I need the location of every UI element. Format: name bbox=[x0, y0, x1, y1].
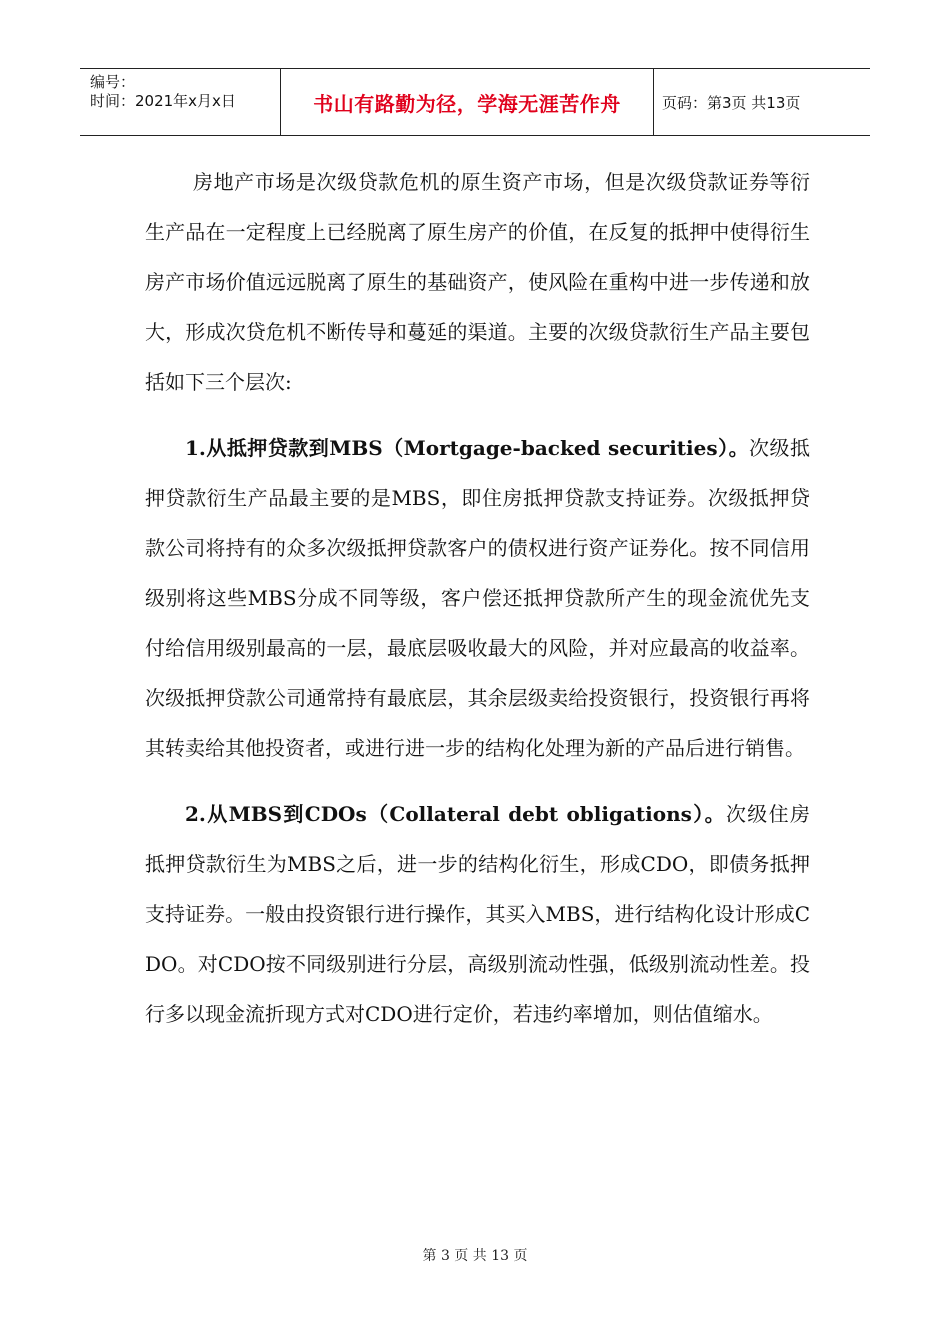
motto-text: 书山有路勤为径，学海无涯苦作舟 bbox=[313, 91, 621, 116]
paragraph-cdo bbox=[145, 789, 810, 1039]
paragraph-mbs bbox=[145, 423, 810, 773]
date-label: 时间：2021年x月x日 bbox=[90, 92, 236, 110]
number-label: 编号： bbox=[90, 73, 136, 91]
page-footer bbox=[0, 1245, 950, 1265]
paragraph-mbs-lead: 1.从抵押贷款到MBS（Mortgage-backed securities）。 bbox=[185, 436, 750, 460]
footer-page-number: 第 3 页 共 13 页 bbox=[422, 1248, 528, 1264]
paragraph-cdo-body: 次级住房抵押贷款衍生为MBS之后，进一步的结构化衍生，形成CDO，即债务抵押支持证券。一般由投资银行进行操作，其买入MBS，进行结构化设计形成CDO。对CDO按不同级别进行分层，高级别流动性强，低级别流动性差。投行多以现金流折现方式对CDO进行定价，若违约率增加，则估值缩水。 bbox=[145, 802, 811, 1026]
page-code-text: 页码：第3页 共13页 bbox=[662, 93, 801, 112]
header-meta bbox=[80, 69, 280, 135]
document-body bbox=[145, 157, 810, 1039]
paragraph-intro: 房地产市场是次级贷款危机的原生资产市场，但是次级贷款证券等衍生产品在一定程度上已经脱离了原生房产的价值，在反复的抵押中使得衍生房产市场价值远远脱离了原生的基础资产，使风险在重构中进一步传递和放大，形成次贷危机不断传导和蔓延的渠道。主要的次级贷款衍生产品主要包括如下三个层次: bbox=[145, 170, 810, 394]
page-header bbox=[80, 68, 870, 136]
paragraph-cdo-lead: 2.从MBS到CDOs（Collateral debt obligations）。 bbox=[185, 802, 726, 826]
paragraph-mbs-body: 次级抵押贷款衍生产品最主要的是MBS，即住房抵押贷款支持证券。次级抵押贷款公司将持有的众多次级抵押贷款客户的债权进行资产证券化。按不同信用级别将这些MBS分成不同等级，客户偿还抵押贷款所产生的现金流优先支付给信用级别最高的一层，最底层吸收最大的风险，并对应最高的收益率。次级抵押贷款公司通常持有最底层，其余层级卖给投资银行，投资银行再将其转卖给其他投资者，或进行进一步的结构化处理为新的产品后进行销售。 bbox=[145, 436, 810, 760]
header-page-code bbox=[654, 69, 870, 135]
header-motto-cell bbox=[280, 69, 654, 135]
